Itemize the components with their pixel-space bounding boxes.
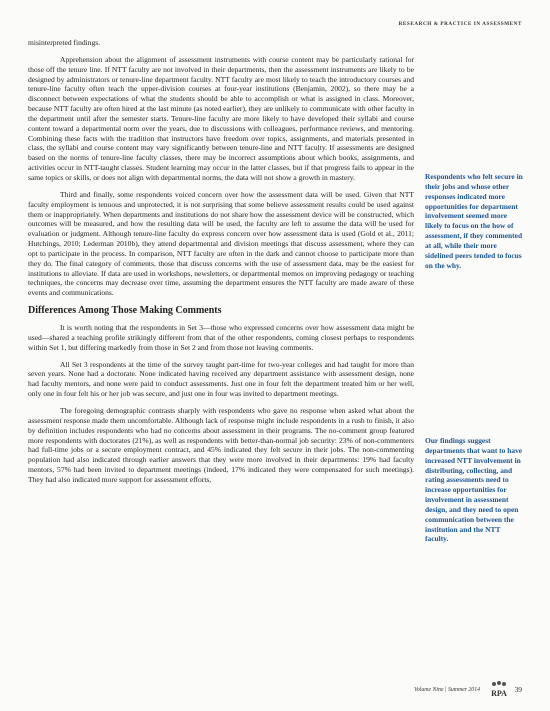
page-footer [0, 680, 550, 700]
paragraph-set3-demographics: All Set 3 respondents at the time of the survey taught part-time for two-year colleges and had taught for more than seven years. None had a doctorate. None indicated having received any department assistance with assessment design, none had faculty mentors, and none were paid to conduct assessments. Just one in four felt the department treated him or her well, only one in four felt his or her job was secure, and just one in four was invited to department meetings. [28, 359, 414, 399]
running-header: RESEARCH & PRACTICE IN ASSESSMENT [398, 21, 522, 27]
pullquote-job-security: Respondents who felt secure in their jobs and whose other responses indicated more opportunities for department involvement seemed more likely to focus on the how of assessment, if they commented at all, while their more sidelined peers tended to focus on the why. [425, 172, 523, 270]
body-text [28, 38, 414, 492]
paragraph-no-comment-group: The foregoing demographic contrasts sharply with respondents who gave no response when asked what about the assessment response made them uncomfortable. Although lack of response might include respondents in a rush to finish, it also by definition includes respondents who had no concerns about assessment in their programs. The no-comment group featured more respondents with doctorates (21%), as well as respondents with better-than-normal job security: 23% of non-commenters had full-time jobs or a secure employment contract, and 45% indicated they felt secure in their jobs. The non-commenting population had also indicated through earlier answers that they were more involved in their departments: 19% had faculty mentors, 57% had been invited to department meetings (indeed, 17% indicated they were compensated for such meetings). They had also indicated more support for assessment efforts, [28, 406, 414, 484]
rpa-logo-text: RPA [491, 689, 507, 698]
pullquote-findings: Our findings suggest departments that want to have increased NTT involvement in distributing, collecting, and rating assessments need to increase opportunities for involvement in assessment design, and they need to open communication between the institution and the NTT faculty. [425, 436, 523, 544]
rpa-logo-icon [488, 680, 510, 700]
paragraph-set3: It is worth noting that the respondents in Set 3—those who expressed concerns over how assessment data might be used—shared a teaching profile strikingly different from that of the other respondents, coming closest perhaps to respondents within Set 1, but differing markedly from those in Set 2 and from those not leaving comments. [28, 323, 414, 352]
issue-label: Volume Nine | Summer 2014 [414, 687, 480, 693]
page-number: 39 [514, 685, 522, 694]
paragraph-third-concern: Third and finally, some respondents voiced concern over how the assessment data will be used. Given that NTT faculty employment is tenuous and unprotected, it is not surprising that some believe assessment results could be used against them or inappropriately. When departments and institutions do not share how the assessment device will be constructed, which outcomes will be measured, and how the resulting data will be used, the faculty are left to assume the data will be used for evaluation or judgment. Although tenure-line faculty do express concern over how assessment data is used (Gold et al., 2011; Hutchings, 2010; Lederman 2010b), they attend departmental and division meetings that discuss assessment, where they can opt to participate in the process. In comparison, NTT faculty are often in the dark and cannot choose to participate more than they do. The final category of comments, those that discuss concerns with the use of assessment data, may be the easiest for institutions to alleviate. If data are used in workshops, newsletters, or departmental memos on improving pedagogy or teaching techniques, the concerns may decrease over time, assuming the department ensures the NTT faculty are made aware of these events and communications. [28, 189, 414, 298]
section-heading: Differences Among Those Making Comments [28, 305, 222, 317]
paragraph-continued: misinterpreted findings. [28, 38, 101, 47]
paragraph-apprehension: Apprehension about the alignment of assessment instruments with course content may be particularly rational for those off the tenure line. If NTT faculty are not involved in their departments, then the assessment instruments are likely to be designed by administrators or tenure-line department faculty. NTT faculty are most likely to teach the introductory courses and tenure-line faculty often teach the upper-division courses at four-year institutions (Benjamin, 2002), so there may be a disconnect between expectations of what the students should be able to accomplish or what is assigned in class. Moreover, because NTT faculty are often hired at the last minute (as noted earlier), they are unlikely to communicate with other faculty in the department until after the semester starts. Tenure-line faculty are more likely to have developed their syllabi and course content toward a departmental norm over the years, due to discussions with colleagues, performance reviews, and mentoring. Combining these facts with the tradition that instructors have freedom over topics, assignments, and materials presented in class, the syllabi and course content may vary significantly between tenure-line and NTT faculty. If assessments are designed based on the norms of tenure-line faculty classes, there may be incorrect assumptions about which books, assignments, and activities occur in NTT-taught classes. Student learning may occur in the latter classes, but if that progress fails to appear in the same topics or skills, or does not align with departmental norms, the data will not show a growth in mastery. [28, 54, 414, 182]
